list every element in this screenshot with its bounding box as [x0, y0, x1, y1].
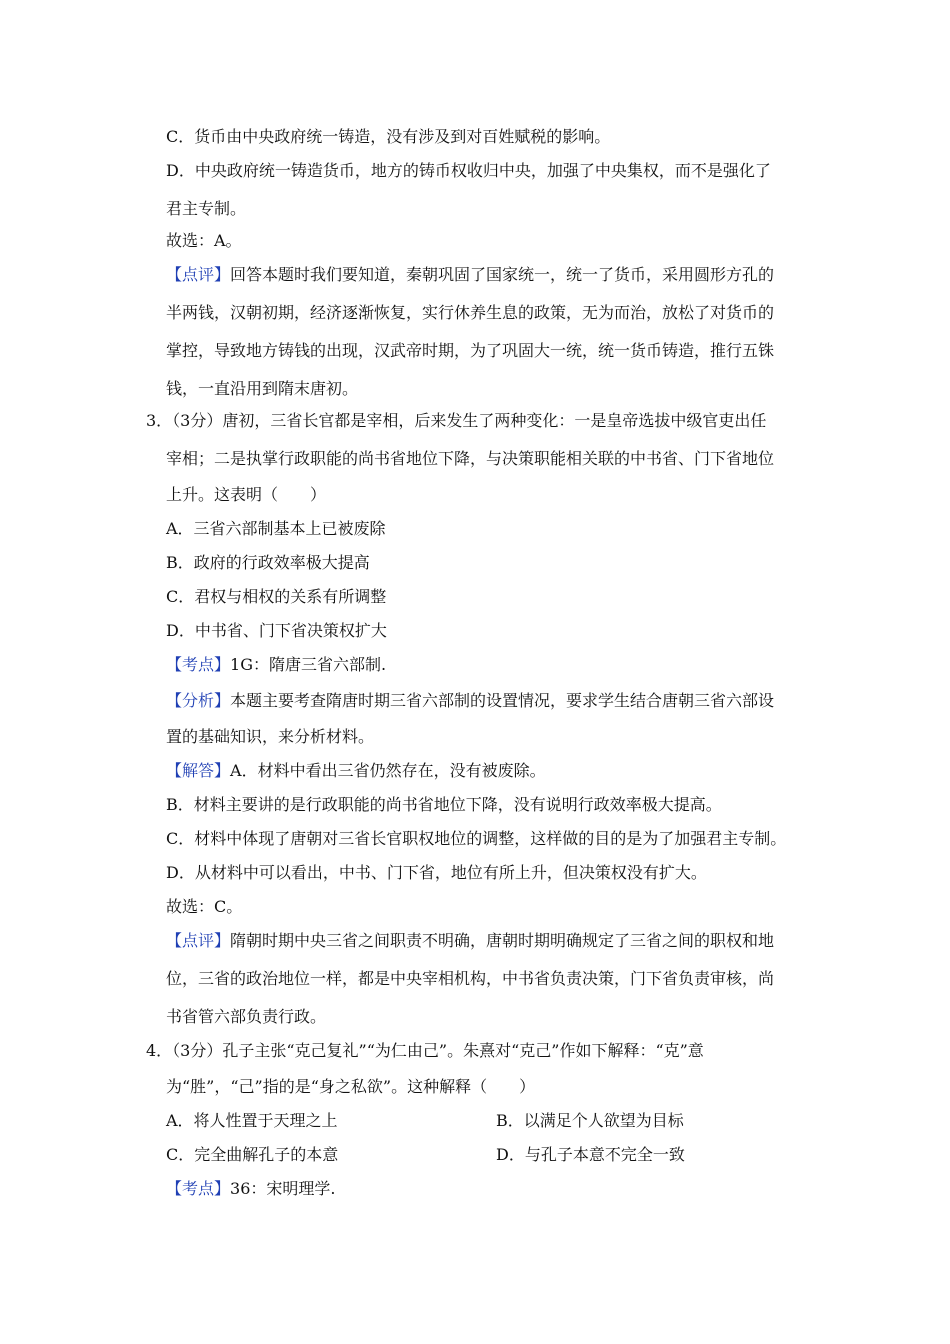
q3-option-b: B．政府的行政效率极大提高	[166, 553, 370, 572]
q2-comment-line4: 钱，一直沿用到隋末唐初。	[166, 379, 359, 398]
q3-comment-tag: 【点评】	[166, 931, 231, 950]
q3-answer: 故选：C。	[166, 897, 243, 916]
q4-stem-line2: 为“胜”，“己”指的是“身之私欲”。这种解释（ ）	[166, 1077, 536, 1096]
q2-comment-line2: 半两钱，汉朝初期，经济逐渐恢复，实行休养生息的政策，无为而治，放松了对货币的	[166, 303, 775, 322]
q3-stem-line1: 3．（3分）唐初，三省长官都是宰相，后来发生了两种变化：一是皇帝选拔中级官吏出任	[146, 411, 767, 430]
q4-option-d: D．与孔子本意不完全一致	[496, 1145, 685, 1164]
q4-option-b: B．以满足个人欲望为目标	[496, 1111, 684, 1130]
q2-option-d-line1: D．中央政府统一铸造货币，地方的铸币权收归中央，加强了中央集权，而不是强化了	[166, 161, 771, 180]
q3-stem-line3: 上升。这表明（ ）	[166, 485, 327, 504]
q2-comment-text1: 回答本题时我们要知道，秦朝巩固了国家统一，统一了货币，采用圆形方孔的	[230, 265, 775, 284]
q3-option-d: D．中书省、门下省决策权扩大	[166, 621, 387, 640]
q4-option-a: A．将人性置于天理之上	[166, 1111, 338, 1130]
q3-point-tag: 【考点】	[166, 655, 231, 674]
q2-comment-tag: 【点评】	[166, 265, 231, 284]
q3-comment-line1	[166, 930, 774, 952]
q3-point-line	[166, 654, 386, 676]
q3-stem-line2: 宰相；二是执掌行政职能的尚书省地位下降，与决策职能相关联的中书省、门下省地位	[166, 449, 775, 468]
q3-solution-a: A．材料中看出三省仍然存在，没有被废除。	[230, 761, 546, 780]
q4-point-tag: 【考点】	[166, 1179, 231, 1198]
q3-solution-d: D．从材料中可以看出，中书、门下省，地位有所上升，但决策权没有扩大。	[166, 863, 707, 882]
q2-comment-line3: 掌控，导致地方铸钱的出现，汉武帝时期，为了巩固大一统，统一货币铸造，推行五铢	[166, 341, 775, 360]
q2-answer: 故选：A。	[166, 231, 242, 250]
q3-analysis-text1: 本题主要考查隋唐时期三省六部制的设置情况，要求学生结合唐朝三省六部设	[230, 691, 775, 710]
q3-solution-line-a	[166, 760, 546, 782]
q3-solution-b: B．材料主要讲的是行政职能的尚书省地位下降，没有说明行政效率极大提高。	[166, 795, 722, 814]
q2-option-c: C．货币由中央政府统一铸造，没有涉及到对百姓赋税的影响。	[166, 127, 611, 146]
q4-point-line	[166, 1178, 335, 1200]
q4-point-text: 36：宋明理学.	[230, 1179, 336, 1198]
q3-point-text: 1G：隋唐三省六部制.	[230, 655, 387, 674]
q3-analysis-line2: 置的基础知识，来分析材料。	[166, 727, 375, 746]
q3-solution-tag: 【解答】	[166, 761, 231, 780]
q3-option-a: A．三省六部制基本上已被废除	[166, 519, 386, 538]
q3-solution-c: C．材料中体现了唐朝对三省长官职权地位的调整，这样做的目的是为了加强君主专制。	[166, 829, 787, 848]
q2-comment-line1	[166, 264, 774, 286]
q3-comment-line3: 书省管六部负责行政。	[166, 1007, 327, 1026]
q4-option-c: C．完全曲解孔子的本意	[166, 1145, 339, 1164]
q4-stem-line1: 4．（3分）孔子主张“克己复礼”“为仁由己”。朱熹对“克己”作如下解释：“克”意	[146, 1041, 704, 1060]
q3-comment-line2: 位，三省的政治地位一样，都是中央宰相机构，中书省负责决策，门下省负责审核，尚	[166, 969, 775, 988]
q2-option-d-line2: 君主专制。	[166, 199, 247, 218]
q3-analysis-tag: 【分析】	[166, 691, 231, 710]
q3-comment-text1: 隋朝时期中央三省之间职责不明确，唐朝时期明确规定了三省之间的职权和地	[230, 931, 775, 950]
q3-option-c: C．君权与相权的关系有所调整	[166, 587, 387, 606]
q3-analysis-line1	[166, 690, 774, 712]
